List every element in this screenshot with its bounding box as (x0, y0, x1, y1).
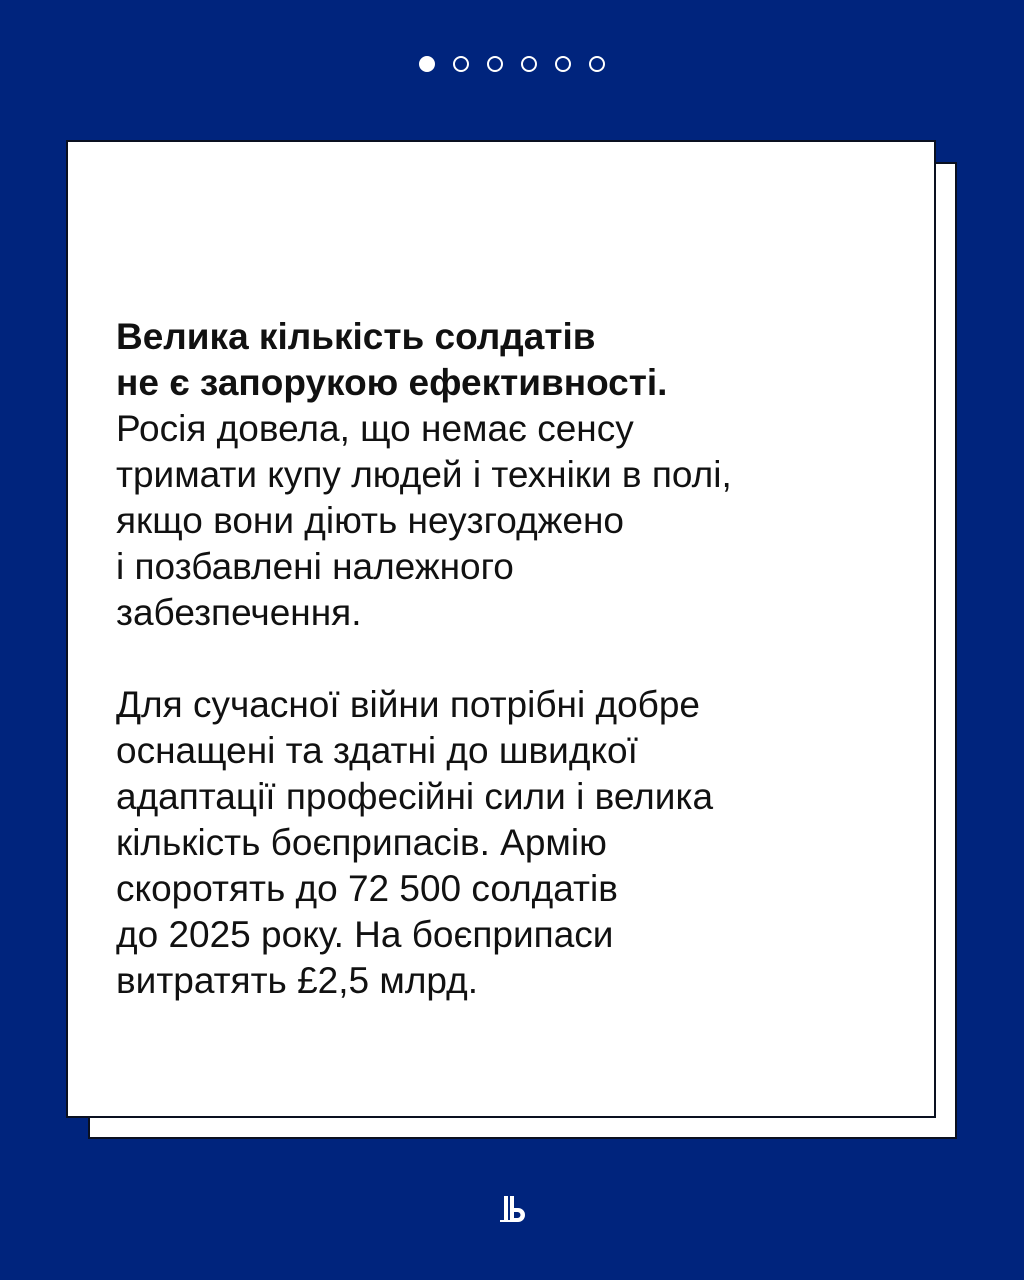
carousel-dot-1[interactable] (419, 56, 435, 72)
content-card (66, 140, 936, 1118)
carousel-dot-2[interactable] (453, 56, 469, 72)
card-text (116, 314, 896, 1004)
card-paragraph-1: Росія довела, що немає сенсу тримати купу людей і техніки в полі, якщо вони діють неузгоджено і позбавлені належного забезпечення. (116, 408, 732, 633)
card-paragraph-2: Для сучасної війни потрібні добре оснащені та здатні до швидкої адаптації професійні сили і велика кількість боєприпасів. Армію скоротять до 72 500 солдатів до 2025 року. На боєприпаси витратять £2,5 млрд. (116, 684, 714, 1001)
carousel-dot-3[interactable] (487, 56, 503, 72)
carousel-dot-5[interactable] (555, 56, 571, 72)
carousel-indicator (0, 56, 1024, 72)
carousel-dot-4[interactable] (521, 56, 537, 72)
card-headline: Велика кількість солдатів не є запорукою ефективності. (116, 316, 668, 403)
brand-logo-icon (496, 1192, 530, 1226)
carousel-dot-6[interactable] (589, 56, 605, 72)
